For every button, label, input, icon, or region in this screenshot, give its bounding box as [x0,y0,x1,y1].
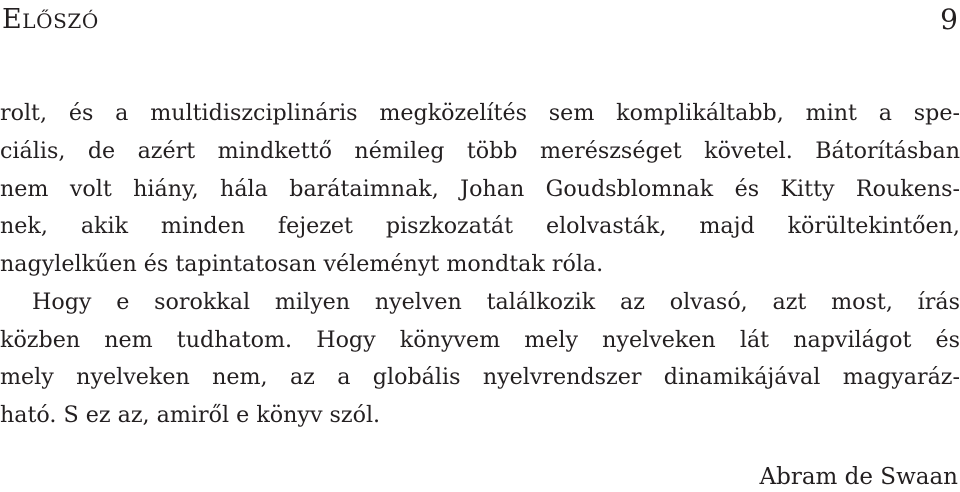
author-signature: Abram de Swaan [759,464,958,490]
chapter-title-rest: LŐSZÓ [22,9,99,33]
body-text [0,95,960,435]
text-line: nek, akik minden fejezet piszkozatát elolvasták, majd körültekintően, [0,213,960,240]
text-line: ciális, de azért mindkettő némileg több merészséget követel. Bátorításban [0,137,960,164]
text-line: ható. S ez az, amiről e könyv szól. [0,402,381,428]
text-line: nem volt hiány, hála barátaimnak, Johan Goudsblomnak és Kitty Roukens- [0,175,960,202]
text-line: nagylelkűen és tapintatosan véleményt mondtak róla. [0,251,604,277]
page-number: 9 [940,3,958,36]
text-line: közben nem tudhatom. Hogy könyvem mely nyelveken lát napvilágot és [0,326,960,353]
text-line: rolt, és a multidiszciplináris megközelítés sem komplikáltabb, mint a spe- [0,100,960,126]
chapter-title [2,3,99,38]
text-line: Hogy e sorokkal milyen nyelven találkozik az olvasó, azt most, írás [32,288,960,315]
text-line: mely nyelveken nem, az a globális nyelvrendszer dinamikájával magyaráz- [0,364,960,391]
running-head [0,3,960,37]
chapter-title-initial: E [2,4,23,35]
